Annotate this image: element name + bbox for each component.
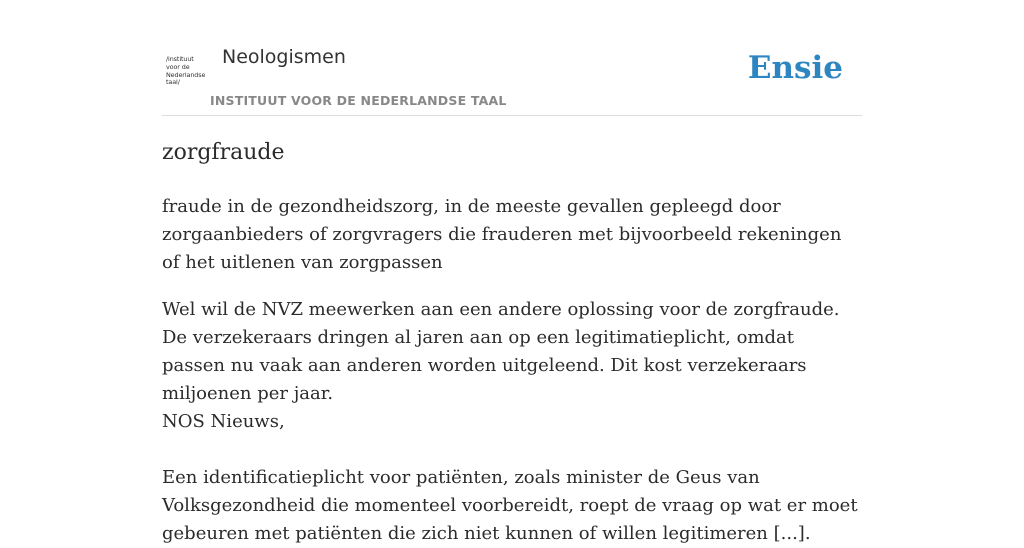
quote-text: Wel wil de NVZ meewerken aan een andere oplossing voor de zorgfraude. De verzekeraars dringen al jaren aan op een legitimatieplicht, omdat passen nu vaak aan anderen worden uitgeleend. Dit kost verzekeraars miljoenen per jaar. [162,299,840,404]
logo-line: /instituut [166,55,194,63]
page [162,0,862,544]
logo-line: Nederlandse [166,70,206,79]
logo-line: taal/ [166,78,180,87]
ensie-logo[interactable]: Ensie [747,50,843,86]
institute-logo[interactable] [166,56,210,90]
institute-name: INSTITUUT VOOR DE NEDERLANDSE TAAL [210,93,507,108]
quote-text: Een identificatieplicht voor patiënten, zoals minister de Geus van Volksgezondheid die momenteel voorbereidt, roept de vraag op wat er moet gebeuren met patiënten die zich niet kunnen of willen legitimeren [...]. [162,467,858,544]
spacer [162,436,862,464]
quote-source: NOS Nieuws, [162,411,285,432]
site-title[interactable]: Neologismen [222,46,346,68]
headword: zorgfraude [162,140,285,165]
definition: fraude in de gezondheidszorg, in de meeste gevallen gepleegd door zorgaanbieders of zorgvragers die frauderen met bijvoorbeeld rekeningen of het uitlenen van zorgpassen [162,196,842,273]
header [162,0,862,116]
logo-line: voor de [166,62,190,71]
quotes [162,296,862,548]
